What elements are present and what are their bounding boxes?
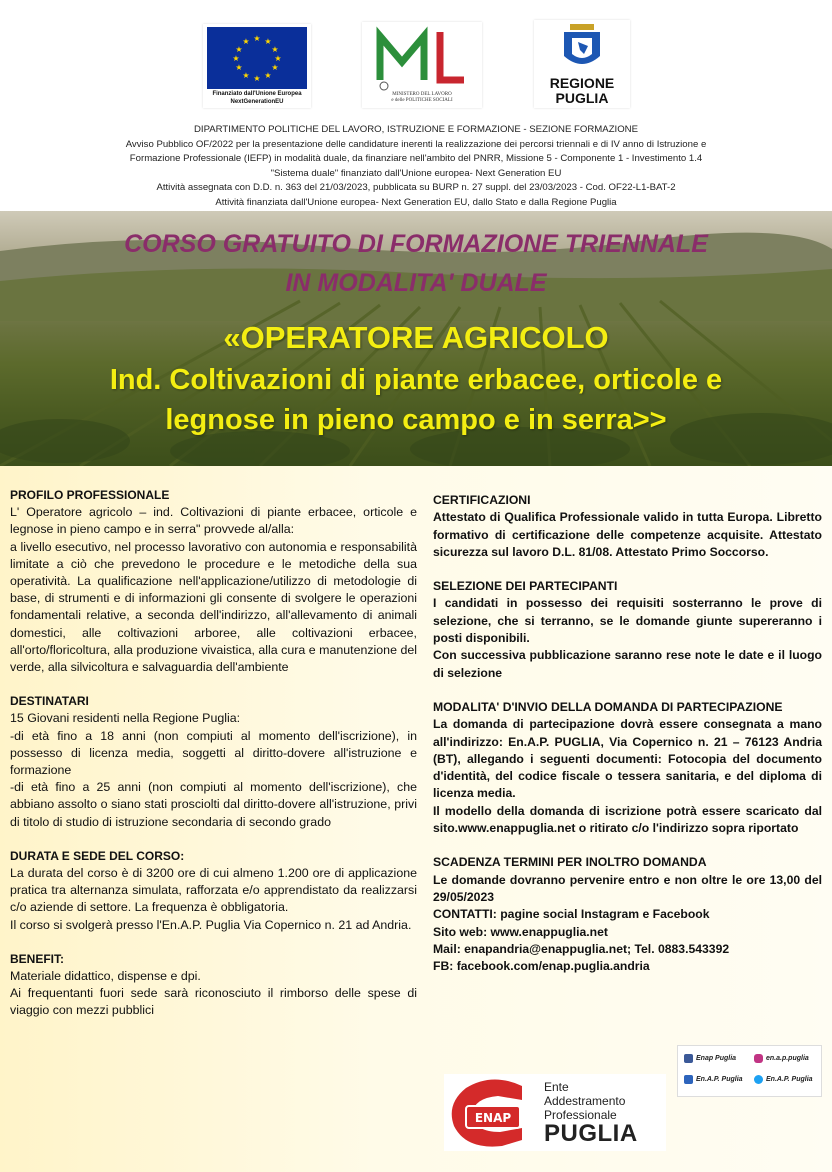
certificazioni-heading: CERTIFICAZIONI xyxy=(433,493,531,507)
enap-full-name xyxy=(544,1080,625,1122)
profilo-description: a livello esecutivo, nel processo lavorativo con autonomia e responsabilità limitate a ciò che prevedono le procedure e le metodiche della sua operatività. La qualificazione nell'applicazione/utilizzo di metodologie di base, di strumenti e di informazioni gli consente di svolgere le operazioni fondamentali relative, a seconda dell'indirizzo, all'allevamento di animali domestici, alle coltivazioni arboree, alle coltivazioni erbacee, all'orto/floricoltura, alla produzione vivaistica, alla cura e manutenzione del verde, alla silvicoltura e salvaguardia dell'ambiente xyxy=(10,539,417,675)
social-facebook-label: Enap Puglia xyxy=(696,1055,737,1062)
benefit-text: Ai frequentanti fuori sede sarà riconosciuto il rimborso delle spese di viaggio con mezzi pubblici xyxy=(10,986,417,1018)
regione-crest-icon xyxy=(534,20,630,76)
svg-text:★: ★ xyxy=(242,37,250,46)
logo-bar xyxy=(0,0,832,118)
header-line: Attività assegnata con D.D. n. 363 del 21/03/2023, pubblicata su BURP n. 27 suppl. del 23/03/2023 - Cod. OF22-L1-BAT-2 xyxy=(156,182,676,194)
regione-puglia-logo xyxy=(534,20,630,108)
header-line: "Sistema duale" finanziato dall'Unione europea- Next Generation EU xyxy=(270,167,562,179)
social-box xyxy=(677,1045,822,1097)
twitter-icon xyxy=(754,1075,763,1084)
svg-text:★: ★ xyxy=(253,74,261,83)
destinatari-count: 15 Giovani residenti nella Regione Puglia: xyxy=(10,711,241,726)
facebook-icon xyxy=(684,1054,693,1063)
enap-name-line: Addestramento xyxy=(544,1094,626,1108)
contatti-text: CONTATTI: pagine social Instagram e Facebook xyxy=(433,907,710,922)
social-linkedin-label: En.A.P. Puglia xyxy=(696,1076,743,1083)
enap-logo xyxy=(444,1074,666,1151)
course-title-line2: IN MODALITA' DUALE xyxy=(285,269,547,297)
svg-text:★: ★ xyxy=(235,45,243,54)
right-column xyxy=(433,492,822,975)
social-instagram-label: en.a.p.puglia xyxy=(766,1055,809,1062)
svg-text:★: ★ xyxy=(242,71,250,80)
social-facebook[interactable] xyxy=(684,1054,736,1063)
svg-text:★: ★ xyxy=(253,34,261,43)
destinatari-heading: DESTINATARI xyxy=(10,694,89,709)
eu-flag-icon xyxy=(207,27,307,89)
facebook-link[interactable]: FB: facebook.com/enap.puglia.andria xyxy=(433,959,650,974)
course-title-line1: CORSO GRATUITO DI FORMAZIONE TRIENNALE xyxy=(124,230,708,258)
social-linkedin[interactable] xyxy=(684,1075,743,1084)
course-name-line2: Ind. Coltivazioni di piante erbacee, orticole e xyxy=(109,364,723,396)
linkedin-icon xyxy=(684,1075,693,1084)
header-line: Avviso Pubblico OF/2022 per la presentazione delle candidature inerenti la realizzazione dei percorsi triennali e di IV anno di Istruzione e xyxy=(125,138,707,150)
certificazioni-text: Attestato di Qualifica Professionale valido in tutta Europa. Libretto formativo di certificazione delle competenze acquisite. Attestato sicurezza sul lavoro D.L. 81/08. Attestato Primo Soccorso. xyxy=(433,510,822,559)
instagram-icon xyxy=(754,1054,763,1063)
eu-caption: Finanziato dall'Unione Europea NextGenerationEU xyxy=(212,91,302,105)
enap-name-line: Professionale xyxy=(544,1108,617,1122)
benefit-heading: BENEFIT: xyxy=(10,951,64,966)
header-line: Attività finanziata dall'Unione europea- Next Generation EU, dallo Stato e dalla Regione Puglia xyxy=(215,196,617,208)
invio-text: La domanda di partecipazione dovrà essere consegnata a mano all'indirizzo: En.A.P. PUGLIA, Via Copernico n. 21 – 76123 Andria (BT), allegando i seguenti documenti: Fotocopia del documento d'identità, del codice fiscale o tessera sanitaria, e del diploma di licenza media. xyxy=(433,717,822,801)
ministero-caption: MINISTERO DEL LAVORO e delle POLITICHE SOCIALI xyxy=(391,92,453,103)
enap-puglia-text: PUGLIA xyxy=(544,1120,638,1147)
enap-name-line: Ente xyxy=(544,1080,569,1094)
left-column xyxy=(10,487,417,1020)
invio-text: Il modello della domanda di iscrizione potrà essere scaricato dal sito.www.enappuglia.net o ritirato c/o l'indirizzo sopra riportato xyxy=(433,803,822,836)
svg-text:★: ★ xyxy=(271,45,279,54)
scadenza-text: Le domande dovranno pervenire entro e non oltre le ore 13,00 del 29/05/2023 xyxy=(433,872,822,904)
course-name-line1: «OPERATORE AGRICOLO xyxy=(223,320,609,355)
svg-text:★: ★ xyxy=(274,54,282,63)
email-link[interactable]: Mail: enapandria@enappuglia.net; Tel. 0883.543392 xyxy=(433,941,730,956)
header-info xyxy=(60,123,772,211)
profilo-heading: PROFILO PROFESSIONALE xyxy=(10,488,170,502)
enap-badge-text: ENAP xyxy=(474,1111,512,1125)
durata-heading: DURATA E SEDE DEL CORSO: xyxy=(10,848,185,863)
sede-text: Il corso si svolgerà presso l'En.A.P. Puglia Via Copernico n. 21 ad Andria. xyxy=(10,917,412,932)
scadenza-heading: SCADENZA TERMINI PER INOLTRO DOMANDA xyxy=(433,855,707,870)
svg-text:★: ★ xyxy=(264,71,272,80)
svg-text:★: ★ xyxy=(235,63,243,72)
ministero-logo xyxy=(362,22,482,108)
durata-text: La durata del corso è di 3200 ore di cui almeno 1.200 ore di applicazione pratica tra alternanza simulata, rafforzata e/o apprendistato da realizzarsi c/o aziende di settore. La frequenza è obbligatoria. xyxy=(10,866,417,915)
destinatari-requirement: -di età fino a 25 anni (non compiuti al momento dell'iscrizione), che abbiano assolto o siano stati prosciolti dal diritto-dovere all'istruzione, privi di titolo di studio di istruzione secondaria di secondo grado xyxy=(10,780,417,829)
svg-text:★: ★ xyxy=(264,37,272,46)
invio-heading: MODALITA' D'INVIO DELLA DOMANDA DI PARTECIPAZIONE xyxy=(433,699,783,714)
enap-mark-icon xyxy=(444,1074,540,1151)
social-twitter-label: En.A.P. Puglia xyxy=(766,1076,813,1083)
destinatari-requirement: -di età fino a 18 anni (non compiuti al momento dell'iscrizione), in possesso di licenza media, soggetti al diritto-dovere all'istruzione e formazione xyxy=(10,728,417,778)
regione-puglia-text: REGIONE PUGLIA xyxy=(549,75,615,106)
svg-text:★: ★ xyxy=(232,54,240,63)
header-line: DIPARTIMENTO POLITICHE DEL LAVORO, ISTRUZIONE E FORMAZIONE - SEZIONE FORMAZIONE xyxy=(193,124,639,135)
social-instagram[interactable] xyxy=(754,1054,809,1063)
field-banner xyxy=(0,211,832,466)
profilo-intro: L' Operatore agricolo – ind. Coltivazioni di piante erbacee, orticole e legnose in pieno campo e in serra" provvede al/alla: xyxy=(10,505,417,537)
selezione-text: Con successiva pubblicazione saranno rese note le date e il luogo di selezione xyxy=(433,648,822,680)
selezione-heading: SELEZIONE DEI PARTECIPANTI xyxy=(433,579,618,594)
eu-logo xyxy=(203,24,311,108)
benefit-text: Materiale didattico, dispense e dpi. xyxy=(10,969,201,984)
website-link[interactable]: Sito web: www.enappuglia.net xyxy=(433,924,608,939)
social-twitter[interactable] xyxy=(754,1075,813,1084)
selezione-text: I candidati in possesso dei requisiti sosterranno le prove di selezione, che si terranno, se le domande giunte supereranno i posti disponibili. xyxy=(433,596,822,646)
ml-mark-icon xyxy=(362,22,482,92)
header-line: Formazione Professionale (IEFP) in modalità duale, da finanziare nell'ambito del PNRR, Missione 5 - Componente 1 - Investimento 1.4 xyxy=(129,153,703,165)
course-name-line3: legnose in pieno campo e in serra>> xyxy=(165,404,667,436)
svg-text:★: ★ xyxy=(271,63,279,72)
